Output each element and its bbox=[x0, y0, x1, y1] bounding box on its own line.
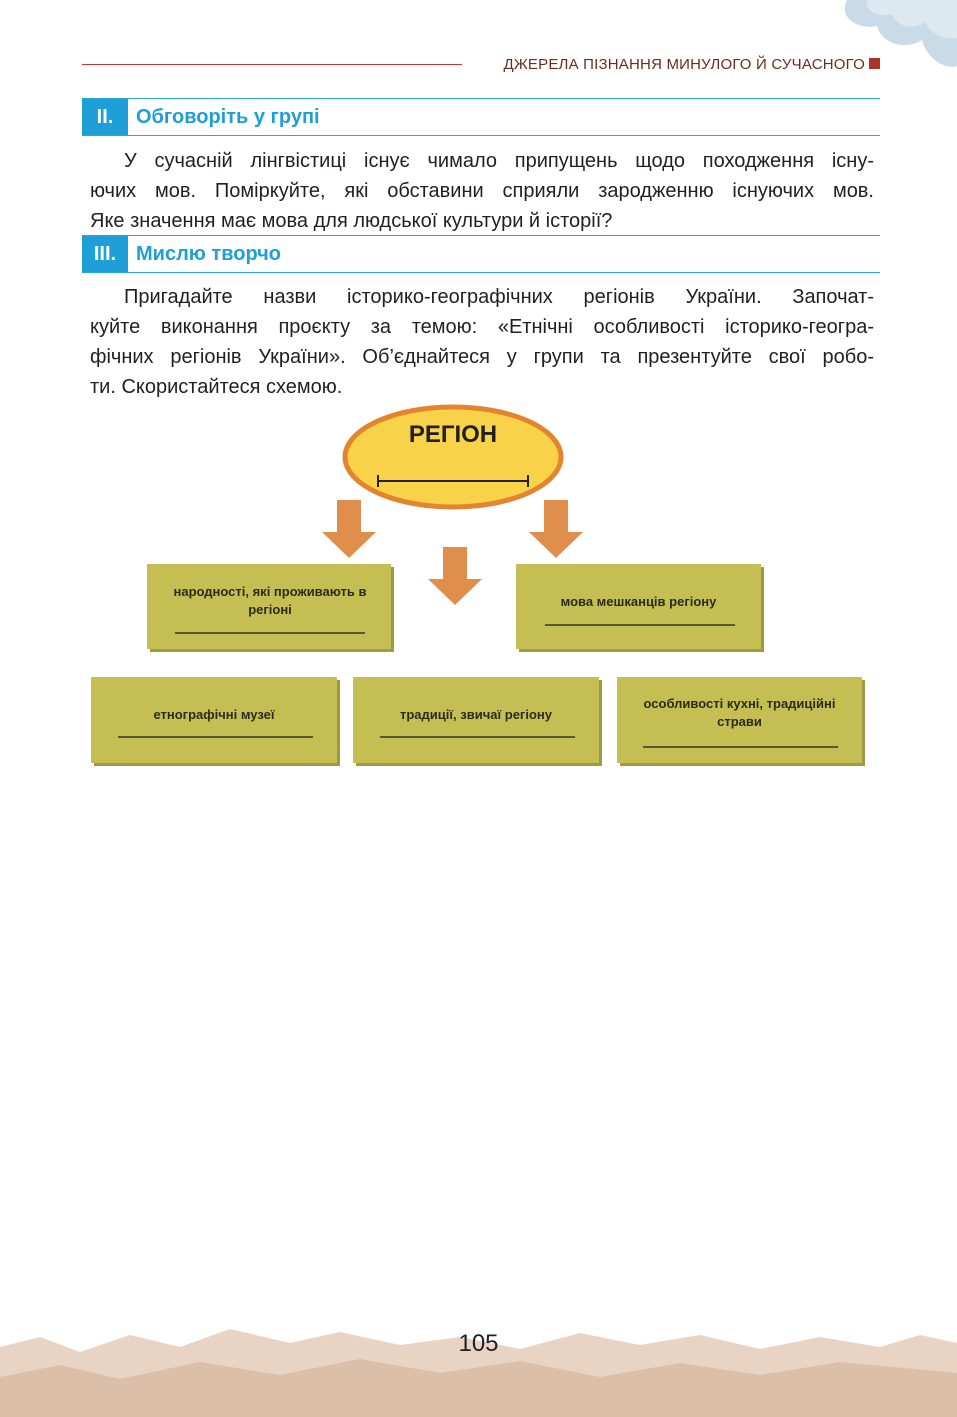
running-header: ДЖЕРЕЛА ПІЗНАННЯ МИНУЛОГО Й СУЧАСНОГО bbox=[503, 56, 865, 73]
section-number: II. bbox=[82, 99, 128, 135]
region-scheme-diagram bbox=[0, 395, 957, 785]
arrow-down-icon bbox=[529, 500, 583, 558]
header-square-marker bbox=[869, 58, 880, 69]
box-label-traditions: традиції, звичаї регіону bbox=[400, 707, 552, 722]
region-label: РЕГІОН bbox=[408, 421, 498, 448]
section-title: Обговоріть у групі bbox=[136, 105, 320, 128]
section-bar-discuss bbox=[82, 98, 880, 136]
cloud-decoration bbox=[807, 0, 957, 110]
text-line: фічних регіонів України». Об’єднайтеся у групи та презентуйте свої робо- bbox=[90, 346, 874, 368]
text-line: куйте виконання проєкту за темою: «Етнічні особливості історико-геогра- bbox=[90, 316, 874, 338]
box-label-museums: етнографічні музеї bbox=[153, 707, 275, 722]
page-number: 105 bbox=[458, 1330, 499, 1357]
text-line: ти. Скористайтеся схемою. bbox=[90, 376, 343, 398]
paragraph-think bbox=[90, 282, 874, 402]
arrow-down-icon bbox=[322, 500, 376, 558]
text-line: У сучасній лінгвістиці існує чимало припущень щодо походження існу- bbox=[124, 150, 874, 172]
text-line: ючих мов. Поміркуйте, які обставини сприяли зародженню існуючих мов. bbox=[90, 180, 874, 202]
box-label-language: мова мешканців регіону bbox=[560, 594, 717, 609]
box-label-nationalities: народності, які проживають в регіоні bbox=[173, 584, 367, 617]
arrow-down-icon bbox=[428, 547, 482, 605]
mountains-decoration bbox=[0, 1307, 957, 1417]
paragraph-discuss bbox=[90, 146, 874, 236]
box-label-cuisine: особливості кухні, традиційні страви bbox=[643, 696, 836, 729]
section-title: Мислю творчо bbox=[136, 242, 282, 265]
text-line: Пригадайте назви історико-географічних регіонів України. Започат- bbox=[124, 286, 874, 308]
section-number: III. bbox=[82, 236, 128, 272]
section-bar-think bbox=[82, 235, 880, 273]
text-line: Яке значення має мова для людської культури й історії? bbox=[90, 210, 613, 232]
header-rule bbox=[82, 64, 462, 65]
